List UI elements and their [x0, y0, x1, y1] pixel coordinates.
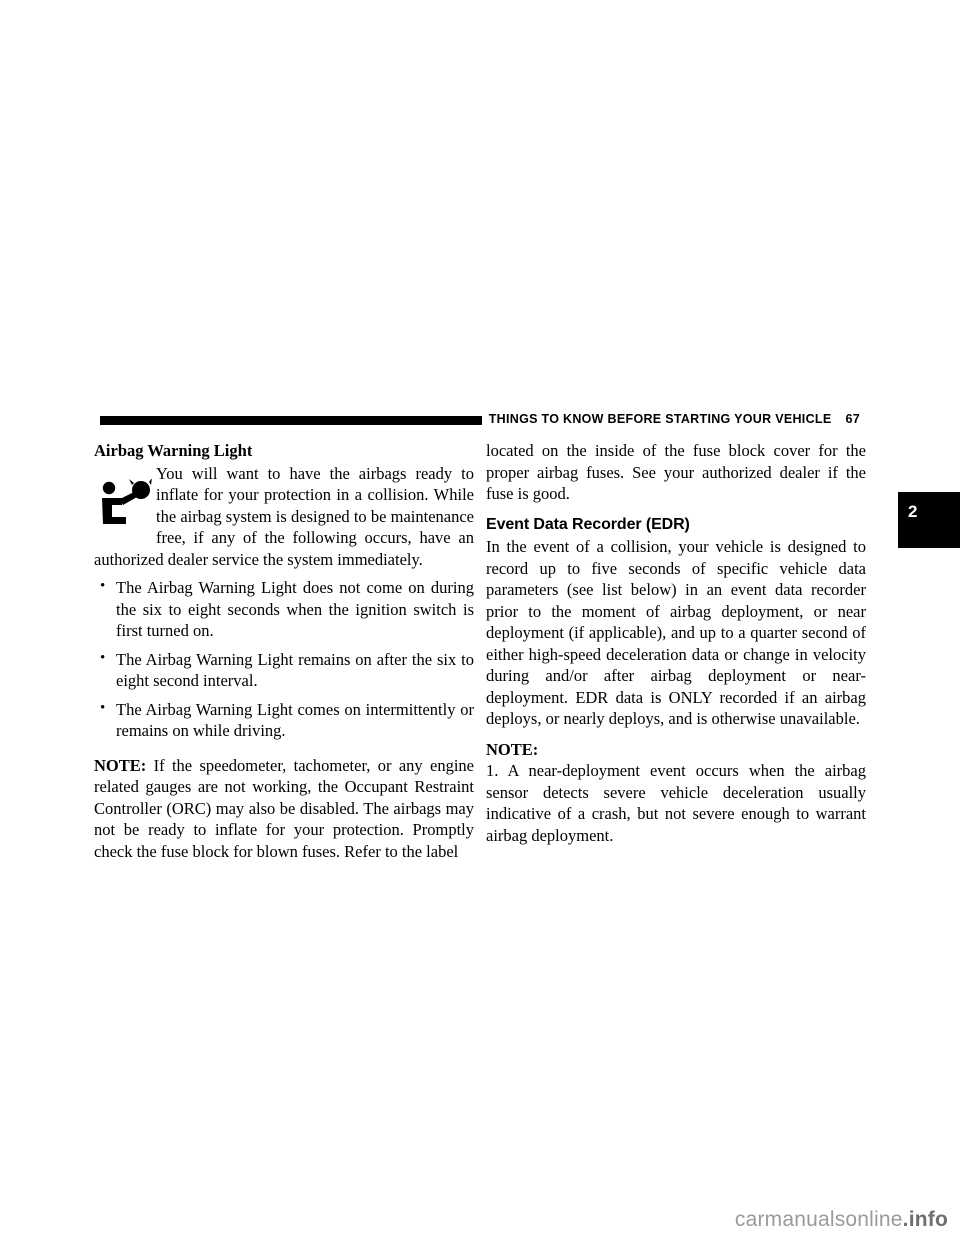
airbag-intro-text: You will want to have the airbags ready to inflate for your protection in a collision. While the airbag system is designed to be maintenance free, if any of the following occurs, have an authorized dealer service the system immediately. [94, 463, 474, 569]
note-label: NOTE: [486, 739, 539, 759]
list-item: • The Airbag Warning Light does not come on during the six to eight seconds when the ignition switch is first turned on. [94, 577, 474, 642]
watermark-suffix: .info [902, 1208, 948, 1231]
section-heading-event-data-recorder: Event Data Recorder (EDR) [486, 515, 690, 533]
note-label: NOTE: [94, 755, 147, 775]
site-watermark [735, 1208, 948, 1232]
left-column [94, 440, 474, 862]
left-note-paragraph [94, 755, 474, 863]
page-number: 67 [845, 412, 860, 426]
list-item: • The Airbag Warning Light remains on after the six to eight second interval. [94, 649, 474, 692]
edr-paragraph: In the event of a collision, your vehicle is designed to record up to five seconds of specific vehicle data parameters (see list below) in an event data recorder prior to the moment of airbag deployment, or near deployment (if applicable), and up to a quarter second of either high-speed deceleration data or change in velocity during and/or after airbag deployment or near-deployment. EDR data is ONLY recorded if an airbag deploys, or nearly deploys, and is otherwise unavailable. [486, 537, 866, 728]
chapter-tab-number: 2 [908, 502, 918, 521]
chapter-tab [898, 492, 960, 548]
note-text: If the speedometer, tachometer, or any engine related gauges are not working, the Occupant Restraint Controller (ORC) may also be disabled. The airbags may not be ready to inflate for your protection. Promptly check the fuse block for blown fuses. Refer to the label [94, 755, 474, 861]
header-rule [100, 416, 482, 425]
airbag-warning-bullet-list [94, 577, 474, 742]
right-note-label [486, 739, 866, 761]
page-header [100, 412, 860, 428]
continuation-paragraph: located on the inside of the fuse block cover for the proper airbag fuses. See your authorized dealer if the fuse is good. [486, 441, 866, 503]
section-heading-airbag-warning-light: Airbag Warning Light [94, 441, 253, 460]
airbag-warning-icon [94, 463, 156, 529]
airbag-intro-block [94, 463, 474, 571]
right-note-item: 1. A near-deployment event occurs when the airbag sensor detects severe vehicle deceleration usually indicative of a crash, but not severe enough to warrant airbag deployment. [486, 761, 866, 845]
header-section-title: THINGS TO KNOW BEFORE STARTING YOUR VEHICLE [488, 412, 832, 426]
header-title-group [489, 412, 860, 426]
right-column [486, 440, 866, 846]
list-item: • The Airbag Warning Light comes on intermittently or remains on while driving. [94, 699, 474, 742]
watermark-text: carmanualsonline [734, 1208, 903, 1231]
